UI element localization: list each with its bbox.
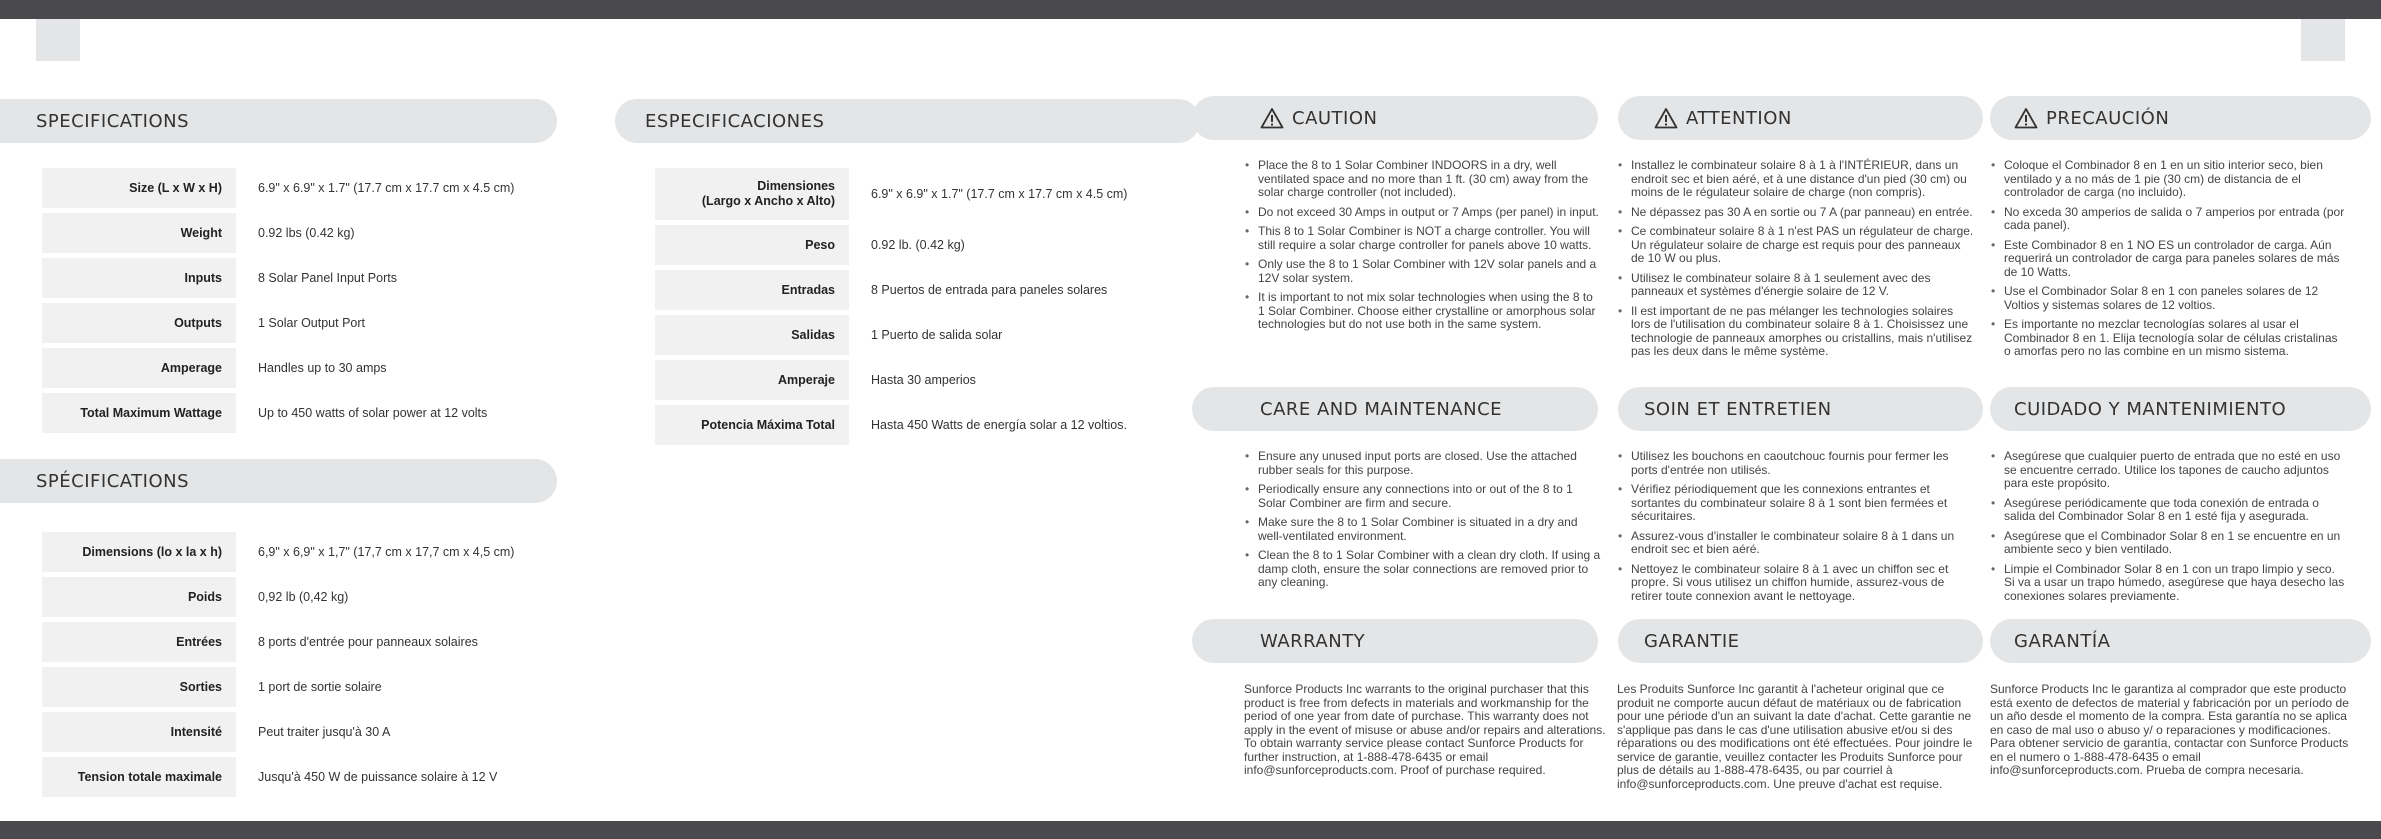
spec-label: Sorties — [42, 667, 236, 707]
spec-label: Amperage — [42, 348, 236, 388]
section-title: PRECAUCIÓN — [2046, 107, 2170, 129]
spec-value: 8 ports d'entrée pour panneaux solaires — [258, 635, 478, 649]
top-bar — [0, 0, 2381, 19]
spec-value: 1 Puerto de salida solar — [871, 328, 1003, 342]
warranty-es-text — [1990, 683, 2354, 778]
warranty-en-text — [1244, 683, 1608, 778]
corner-marker-left — [36, 19, 80, 61]
paragraph: Sunforce Products Inc le garantiza al comprador que este producto está exento de defectos de material y fabricación por un período de un año desde el momento de la compra. Esta garantía no se aplica en caso de mal uso o abuso y/ o reparaciones y modificaciones. Para obtener servicio de garantía, contactar con Sunforce Products en el numero o 1-888-478-6435 o email info@sunforceproducts.com. Prueba de compra necesaria. — [1990, 682, 2349, 777]
list-item: • Este Combinador 8 en 1 NO ES un controlador de carga. Aún requerirá un controlador de carga para paneles solares de más de 10 Watts. — [2004, 239, 2347, 280]
table-row — [655, 225, 1127, 265]
table-row — [42, 303, 514, 343]
list-item: • Make sure the 8 to 1 Solar Combiner is situated in a dry and well-ventilated environment. — [1258, 516, 1602, 543]
warranty-fr-header — [1618, 619, 1983, 663]
list-item: • Only use the 8 to 1 Solar Combiner with 12V solar panels and a 12V solar system. — [1258, 258, 1602, 285]
list-item: • Clean the 8 to 1 Solar Combiner with a clean dry cloth. If using a damp cloth, ensure the solar connections are removed prior to any cleaning. — [1258, 549, 1602, 590]
spec-label: Poids — [42, 577, 236, 617]
spec-value: 8 Solar Panel Input Ports — [258, 271, 397, 285]
spec-label: Weight — [42, 213, 236, 253]
care-en-list — [1244, 450, 1602, 596]
spec-value: Jusqu'à 450 W de puissance solaire à 12 V — [258, 770, 498, 784]
care-en-header — [1192, 387, 1598, 431]
warranty-en-header — [1192, 619, 1598, 663]
specs-fr-header — [0, 459, 557, 503]
table-row — [655, 405, 1127, 445]
list-item: • Coloque el Combinador 8 en 1 en un sitio interior seco, bien ventilado y a no más de 1 pie (30 cm) de distancia de el controlador de carga (no incluido). — [2004, 159, 2347, 200]
warranty-fr-text — [1617, 683, 1979, 791]
corner-marker-right — [2301, 19, 2345, 61]
list-item: • Nettoyez le combinateur solaire 8 à 1 avec un chiffon sec et propre. Si vous utilisez un chiffon humide, assurez-vous de retirer toute connexion avant le nettoyage. — [1631, 563, 1974, 604]
table-row — [42, 757, 514, 797]
spec-label: Salidas — [655, 315, 849, 355]
list-item: • This 8 to 1 Solar Combiner is NOT a charge controller. You will still require a solar charge controller for panels above 10 watts. — [1258, 225, 1602, 252]
list-item: • Ensure any unused input ports are closed. Use the attached rubber seals for this purpose. — [1258, 450, 1602, 477]
list-item: • Use el Combinador Solar 8 en 1 con paneles solares de 12 Voltios y sistemas solares de 12 voltios. — [2004, 285, 2347, 312]
section-title: WARRANTY — [1260, 630, 1366, 652]
spec-label: Dimensions (lo x la x h) — [42, 532, 236, 572]
spec-value: 0,92 lb (0,42 kg) — [258, 590, 349, 604]
specs-en-header — [0, 99, 557, 143]
spec-label-line: (Largo x Ancho x Alto) — [701, 194, 835, 208]
table-row — [42, 712, 514, 752]
table-row — [655, 315, 1127, 355]
caution-en-list — [1244, 159, 1602, 338]
list-item: • Asegúrese que el Combinador Solar 8 en 1 se encuentre en un ambiente seco y bien ventilado. — [2004, 530, 2347, 557]
table-row — [655, 360, 1127, 400]
bottom-bar — [0, 821, 2381, 839]
spec-label: Peso — [655, 225, 849, 265]
spec-label: Inputs — [42, 258, 236, 298]
list-item: • Vérifiez périodiquement que les connexions entrantes et sortantes du combinateur solaire 8 à 1 sont bien fermées et sécuritaires. — [1631, 483, 1974, 524]
table-row — [42, 667, 514, 707]
list-item: • Utilisez les bouchons en caoutchouc fournis pour fermer les ports d'entrée non utilisés. — [1631, 450, 1974, 477]
list-item: • It is important to not mix solar technologies when using the 8 to 1 Solar Combiner. Choose either crystalline or amorphous solar technologies but do not use both in the same system. — [1258, 291, 1602, 332]
section-title: SOIN ET ENTRETIEN — [1644, 398, 1832, 420]
warning-triangle-icon — [2014, 107, 2038, 129]
list-item: • Ce combinateur solaire 8 à 1 n'est PAS un régulateur de charge. Un régulateur solaire de charge est requis pour des panneaux de 10 W ou plus. — [1631, 225, 1974, 266]
list-item: • Assurez-vous d'installer le combinateur solaire 8 à 1 dans un endroit sec et bien aéré. — [1631, 530, 1974, 557]
section-title: SPECIFICATIONS — [36, 110, 190, 132]
caution-fr-list — [1617, 159, 1974, 365]
warning-triangle-icon — [1260, 107, 1284, 129]
warning-triangle-icon — [1654, 107, 1678, 129]
warranty-es-header — [1990, 619, 2371, 663]
section-title: GARANTÍA — [2014, 630, 2111, 652]
spec-value: 6.9" x 6.9" x 1.7" (17.7 cm x 17.7 cm x 4.5 cm) — [871, 187, 1128, 201]
spec-label: Tension totale maximale — [42, 757, 236, 797]
spec-value: 6,9" x 6,9" x 1,7" (17,7 cm x 17,7 cm x 4,5 cm) — [258, 545, 515, 559]
spec-value: Hasta 450 Watts de energía solar a 12 voltios. — [871, 418, 1127, 432]
spec-label: Potencia Máxima Total — [655, 405, 849, 445]
table-row — [42, 258, 514, 298]
care-fr-header — [1618, 387, 1983, 431]
caution-es-list — [1990, 159, 2347, 365]
list-item: • Asegúrese periódicamente que toda conexión de entrada o salida del Combinador Solar 8 en 1 esté fija y asegurada. — [2004, 497, 2347, 524]
table-row — [655, 270, 1127, 310]
specs-fr-table — [42, 527, 514, 802]
table-row — [42, 213, 514, 253]
spec-label: Amperaje — [655, 360, 849, 400]
spec-label-line: Dimensiones — [757, 179, 835, 193]
care-fr-list — [1617, 450, 1974, 609]
spec-label: Entradas — [655, 270, 849, 310]
spec-label: Intensité — [42, 712, 236, 752]
spec-value: 0.92 lb. (0.42 kg) — [871, 238, 965, 252]
caution-en-header — [1192, 96, 1598, 140]
spec-value: 8 Puertos de entrada para paneles solares — [871, 283, 1108, 297]
section-title: ATTENTION — [1686, 107, 1792, 129]
specs-es-table — [655, 163, 1127, 450]
spec-label: Size (L x W x H) — [42, 168, 236, 208]
table-row — [42, 168, 514, 208]
list-item: • Asegúrese que cualquier puerto de entrada que no esté en uso se encuentre cerrado. Utilice los tapones de caucho adjuntos para este propósito. — [2004, 450, 2347, 491]
list-item: • Ne dépassez pas 30 A en sortie ou 7 A (par panneau) en entrée. — [1631, 206, 1974, 220]
section-title: GARANTIE — [1644, 630, 1740, 652]
care-es-header — [1990, 387, 2371, 431]
spec-value: Up to 450 watts of solar power at 12 volts — [258, 406, 488, 420]
list-item: • Limpie el Combinador Solar 8 en 1 con un trapo limpio y seco. Si va a usar un trapo húmedo, asegúrese que haya desecho las conexiones solares previamente. — [2004, 563, 2347, 604]
spec-value: 1 port de sortie solaire — [258, 680, 382, 694]
table-row — [42, 577, 514, 617]
table-row — [42, 348, 514, 388]
section-title: CAUTION — [1292, 107, 1378, 129]
spec-value: Hasta 30 amperios — [871, 373, 976, 387]
spec-label: Entrées — [42, 622, 236, 662]
list-item: • Utilisez le combinateur solaire 8 à 1 seulement avec des panneaux et systèmes d'énergie solaire de 12 V. — [1631, 272, 1974, 299]
spec-label — [655, 168, 849, 220]
caution-fr-header — [1618, 96, 1983, 140]
section-title: ESPECIFICACIONES — [645, 110, 825, 132]
section-title: CARE AND MAINTENANCE — [1260, 398, 1503, 420]
spec-value: 1 Solar Output Port — [258, 316, 366, 330]
specs-es-header — [615, 99, 1200, 143]
paragraph: Les Produits Sunforce Inc garantit à l'acheteur original que ce produit ne comporte aucun défaut de matériaux ou de fabrication pour une période d'un an suivant la date d'achat. Cette garantie ne s'applique pas dans le cas d'une utilisation abusive et/ou si des réparations ou des modifications ont été effectuées. Pour joindre le service de garantie, veuillez contacter les Produits Sunforce pour plus de détails au 1-888-478-6435, ou par courriel à info@sunforceproducts.com. Une preuve d'achat est requise. — [1617, 682, 1973, 791]
section-title: SPÉCIFICATIONS — [36, 470, 190, 492]
paragraph: Sunforce Products Inc warrants to the original purchaser that this product is free from defects in materials and workmanship for the period of one year from date of purchase. This warranty does not apply in the event of misuse or abuse and/or repairs and alterations. To obtain warranty service please contact Sunforce Products for further instruction, at 1-888-478-6435 or email info@sunforceproducts.com. Proof of purchase required. — [1244, 682, 1606, 777]
care-es-list — [1990, 450, 2347, 609]
list-item: • Il est important de ne pas mélanger les technologies solaires lors de l'utilisation du combinateur solaire 8 à 1. Choisissez une technologie de panneaux amorphes ou cristallins, mais n'utilisez pas les deux dans le même système. — [1631, 305, 1974, 359]
caution-es-header — [1990, 96, 2371, 140]
list-item: • Do not exceed 30 Amps in output or 7 Amps (per panel) in input. — [1258, 206, 1602, 220]
list-item: • Place the 8 to 1 Solar Combiner INDOORS in a dry, well ventilated space and no more than 1 ft. (30 cm) away from the solar charge controller (not included). — [1258, 159, 1602, 200]
table-row — [42, 622, 514, 662]
spec-value: 6.9" x 6.9" x 1.7" (17.7 cm x 17.7 cm x 4.5 cm) — [258, 181, 515, 195]
section-title: CUIDADO Y MANTENIMIENTO — [2014, 398, 2287, 420]
spec-value: 0.92 lbs (0.42 kg) — [258, 226, 355, 240]
spec-label: Outputs — [42, 303, 236, 343]
list-item: • No exceda 30 amperios de salida o 7 amperios por entrada (por cada panel). — [2004, 206, 2347, 233]
spec-value: Peut traiter jusqu'à 30 A — [258, 725, 391, 739]
spec-label: Total Maximum Wattage — [42, 393, 236, 433]
spec-value: Handles up to 30 amps — [258, 361, 387, 375]
list-item: • Es importante no mezclar tecnologías solares al usar el Combinador 8 en 1. Elija tecnología solar de células cristalinas o amorfas pero no las combine en un mismo sistema. — [2004, 318, 2347, 359]
table-row — [655, 168, 1127, 220]
table-row — [42, 393, 514, 433]
list-item: • Periodically ensure any connections into or out of the 8 to 1 Solar Combiner are firm and secure. — [1258, 483, 1602, 510]
specs-en-table — [42, 163, 514, 438]
table-row — [42, 532, 514, 572]
list-item: • Installez le combinateur solaire 8 à 1 à l'INTÉRIEUR, dans un endroit sec et bien aéré, et à une distance d'un pied (30 cm) ou moins de le régulateur solaire de charge (non compris). — [1631, 159, 1974, 200]
